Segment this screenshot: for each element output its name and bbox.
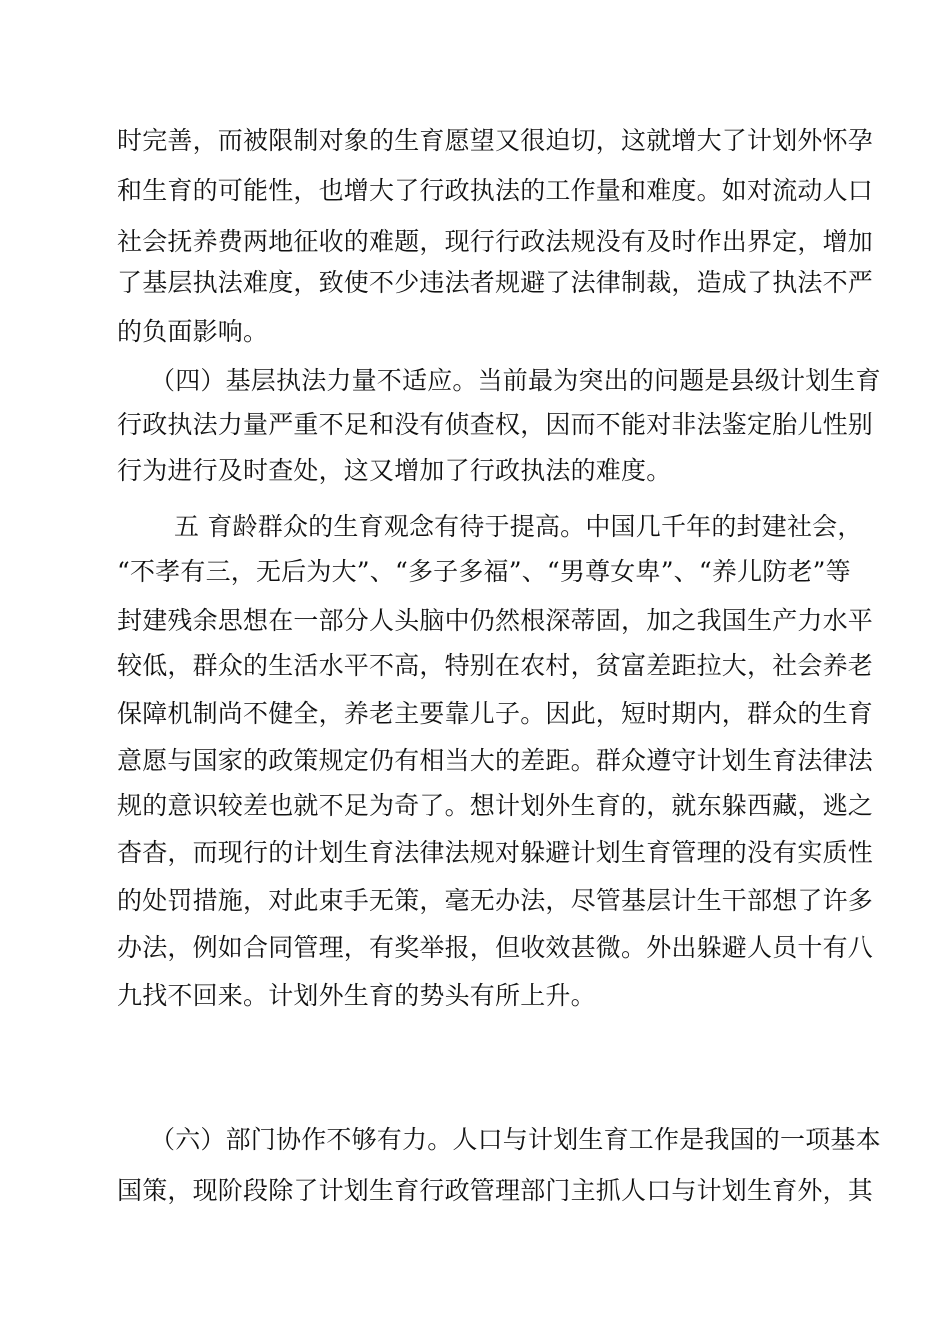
text-line: 保障机制尚不健全，养老主要靠儿子。因此，短时期内，群众的生育	[117, 699, 874, 728]
text-line: 行为进行及时查处，这又增加了行政执法的难度。	[117, 456, 672, 485]
text-line: 较低，群众的生活水平不高，特别在农村，贫富差距拉大，社会养老	[117, 651, 874, 680]
text-line: 办法，例如合同管理，有奖举报，但收效甚微。外出躲避人员十有八	[117, 933, 874, 962]
text-line: 行政执法力量严重不足和没有侦查权，因而不能对非法鉴定胎儿性别	[117, 410, 874, 439]
text-line: （六）部门协作不够有力。人口与计划生育工作是我国的一项基本	[150, 1125, 881, 1154]
text-line: 五 育龄群众的生育观念有待于提高。中国几千年的封建社会，	[174, 512, 863, 541]
text-line: 杳杳，而现行的计划生育法律法规对躲避计划生育管理的没有实质性	[117, 838, 874, 867]
text-line: 时完善，而被限制对象的生育愿望又很迫切，这就增大了计划外怀孕	[117, 126, 874, 155]
text-line: 和生育的可能性，也增大了行政执法的工作量和难度。如对流动人口	[117, 176, 874, 205]
text-line: 社会抚养费两地征收的难题，现行行政法规没有及时作出界定，增加	[117, 227, 874, 256]
text-line: 意愿与国家的政策规定仍有相当大的差距。群众遵守计划生育法律法	[117, 746, 874, 775]
text-line: 封建残余思想在一部分人头脑中仍然根深蒂固，加之我国生产力水平	[117, 606, 874, 635]
text-line: 的负面影响。	[117, 317, 269, 346]
text-line: “不孝有三，无后为大”、“多子多福”、“男尊女卑”、“养儿防老”等	[117, 557, 851, 586]
text-line: （四）基层执法力量不适应。当前最为突出的问题是县级计划生育	[150, 366, 881, 395]
text-line: 国策，现阶段除了计划生育行政管理部门主抓人口与计划生育外，其	[117, 1176, 874, 1205]
text-line: 的处罚措施，对此束手无策，毫无办法，尽管基层计生干部想了许多	[117, 886, 874, 915]
text-line: 九找不回来。计划外生育的势头有所上升。	[117, 981, 596, 1010]
text-line: 规的意识较差也就不足为奇了。想计划外生育的，就东躲西藏，逃之	[117, 791, 874, 820]
text-line: 了基层执法难度，致使不少违法者规避了法律制裁，造成了执法不严	[117, 268, 874, 297]
